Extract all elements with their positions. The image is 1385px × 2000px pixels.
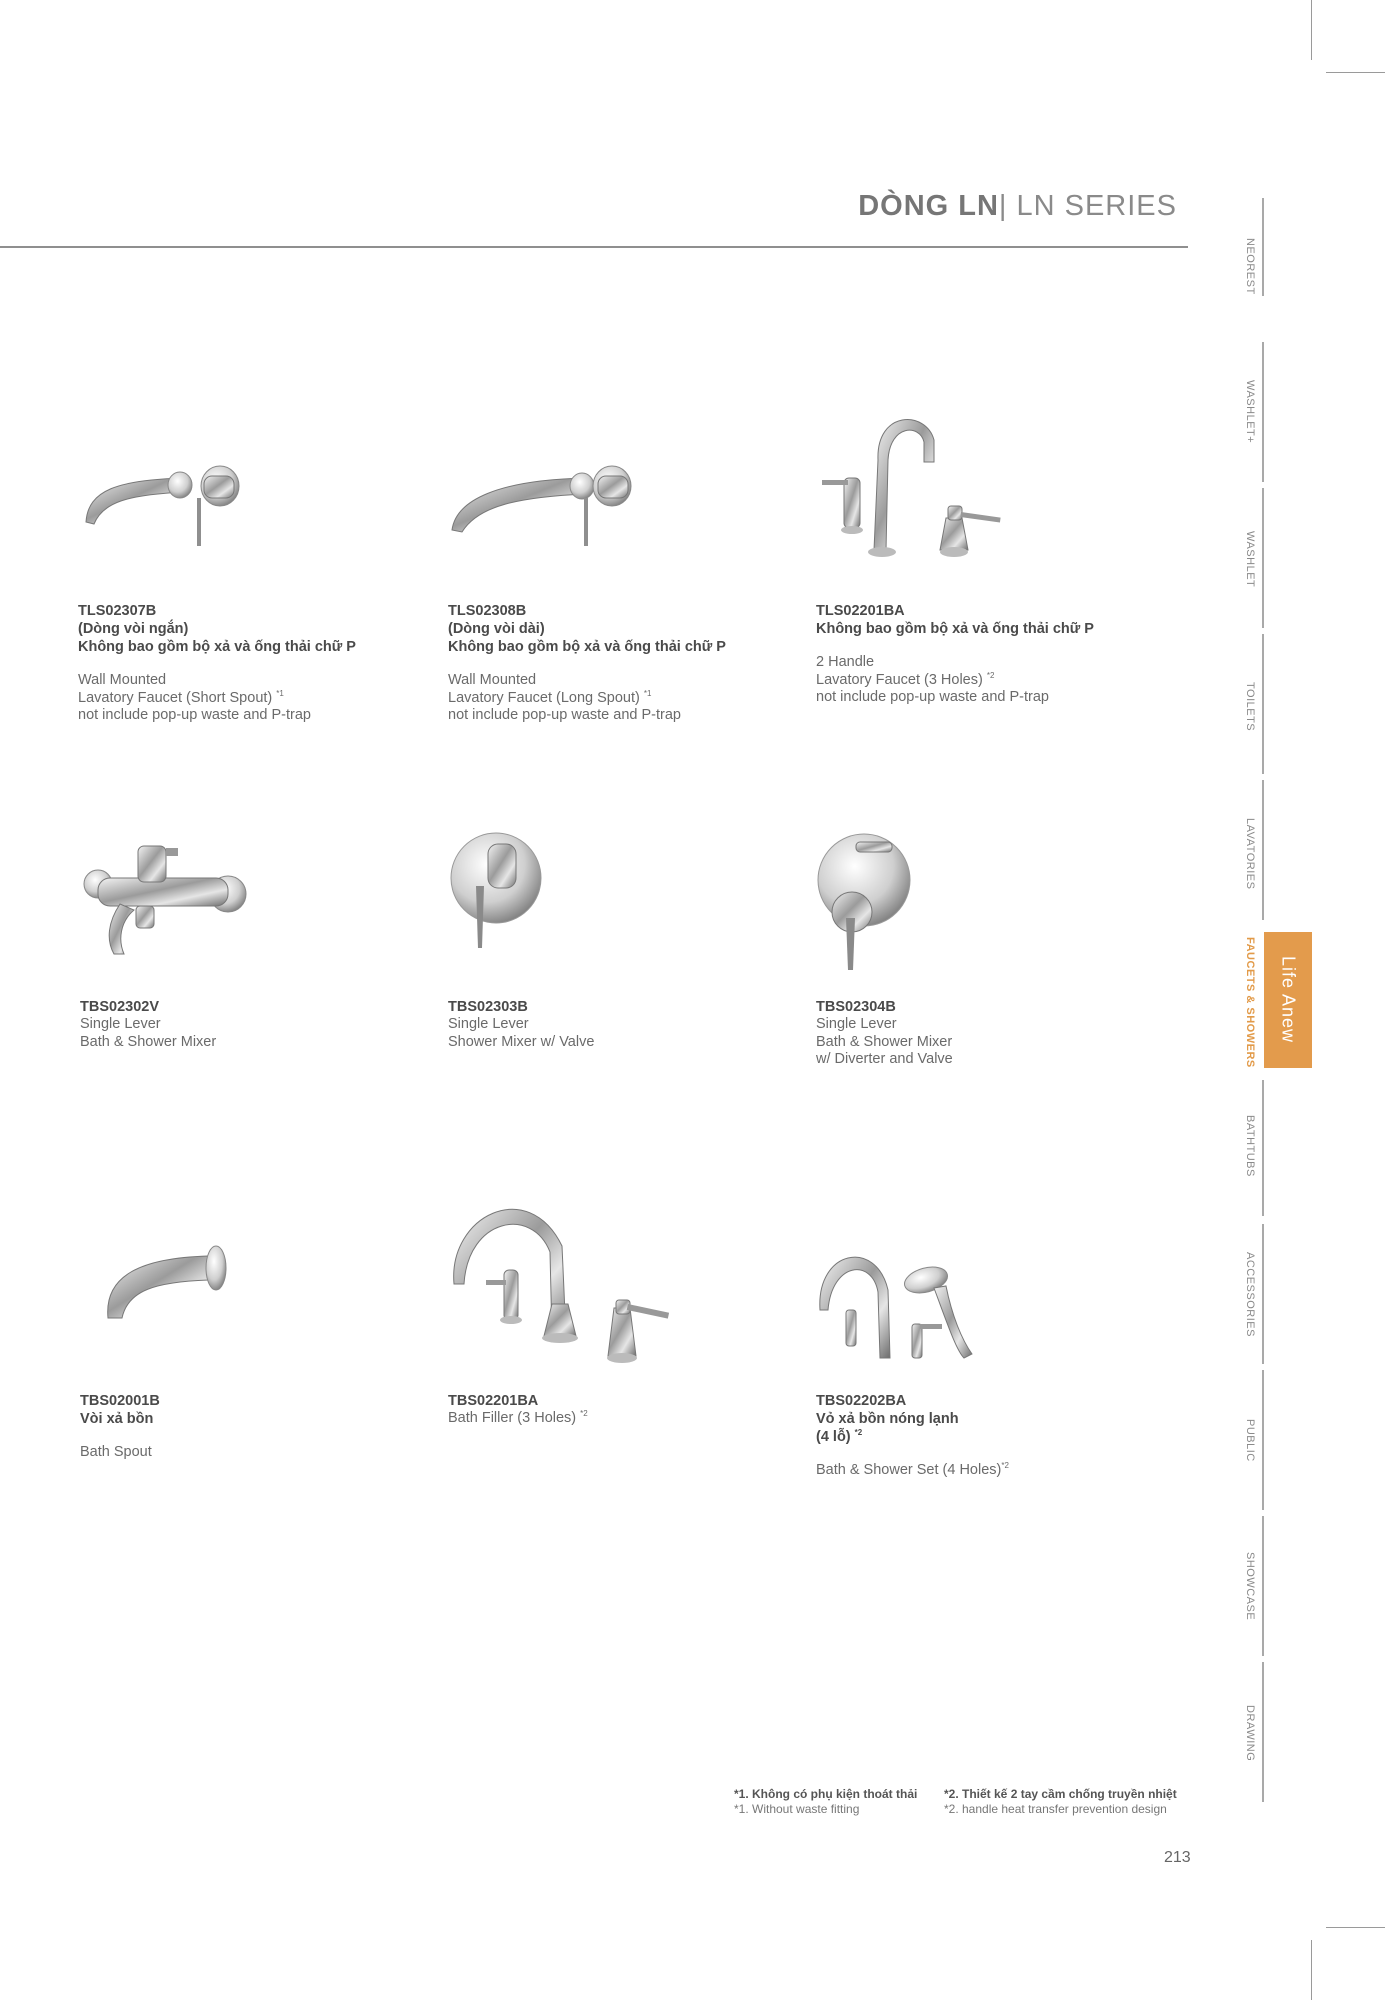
footnote-ref: *2 <box>580 1409 588 1419</box>
page-title-bold: DÒNG LN <box>858 190 999 222</box>
sidebar-item-washlet-plus[interactable]: WASHLET+ <box>1244 380 1256 444</box>
product-en-desc: Bath Filler (3 Holes) <box>448 1410 577 1426</box>
product-en-desc: Bath & Shower Set (4 Holes) <box>816 1462 1002 1478</box>
sidebar-item-lavatories[interactable]: LAVATORIES <box>1244 818 1256 890</box>
sidebar-item-drawing[interactable]: DRAWING <box>1244 1705 1256 1762</box>
product-code: TBS02202BA <box>816 1393 907 1409</box>
product-en-desc: w/ Diverter and Valve <box>816 1051 953 1067</box>
active-section-tab[interactable] <box>1264 932 1312 1068</box>
page-title <box>858 190 1177 223</box>
sidebar-item-toilets[interactable]: TOILETS <box>1244 682 1256 732</box>
product-en-desc: Shower Mixer w/ Valve <box>448 1033 595 1050</box>
product-en-desc: Wall Mounted <box>78 672 167 688</box>
bath-filler-icon <box>448 1186 678 1366</box>
bath-shower-mixer-icon <box>80 832 250 967</box>
product-vn-desc: Không bao gồm bộ xả và ống thải chữ P <box>78 639 356 655</box>
footnote-en: *2. handle heat transfer prevention design <box>944 1802 1167 1816</box>
product-code: TBS02201BA <box>448 1393 539 1409</box>
sidebar-item-faucets-showers[interactable]: FAUCETS & SHOWERS <box>1244 937 1256 1068</box>
product-en-desc: Bath & Shower Mixer <box>816 1033 953 1050</box>
sidebar-item-public[interactable]: PUBLIC <box>1244 1419 1256 1462</box>
product-en-desc: Single Lever <box>448 1016 529 1032</box>
product-code: TLS02201BA <box>816 603 905 619</box>
footnote-ref: *2 <box>1001 1461 1009 1471</box>
footnote-en: *1. Without waste fitting <box>734 1802 860 1816</box>
product-en-desc: not include pop-up waste and P-trap <box>816 689 1049 705</box>
product-en-desc: Lavatory Faucet (Long Spout) <box>448 689 640 706</box>
footnote-vn: *1. Không có phụ kiện thoát thải <box>734 1787 918 1801</box>
trim-mark <box>1326 72 1385 73</box>
bath-shower-mixer-diverter-icon <box>816 822 916 972</box>
wall-mounted-lavatory-faucet-long-icon <box>448 440 638 550</box>
trim-mark <box>1326 1927 1385 1928</box>
product-code: TLS02307B <box>78 603 157 619</box>
product-vn-desc: Vỏ xả bồn nóng lạnh <box>816 1411 959 1427</box>
product-en-desc: Lavatory Faucet (Short Spout) <box>78 689 273 706</box>
page-title-light: | LN SERIES <box>998 190 1177 222</box>
product-code: TBS02303B <box>448 999 528 1015</box>
product-en-desc: Lavatory Faucet (3 Holes) <box>816 671 983 688</box>
product-en-desc: 2 Handle <box>816 654 875 670</box>
bath-spout-icon <box>90 1226 240 1326</box>
product-en-desc: not include pop-up waste and P-trap <box>448 707 681 723</box>
product-en-desc: Single Lever <box>816 1016 897 1032</box>
product-vn-desc: (Dòng vòi ngắn) <box>78 621 189 637</box>
active-section-tab-label: Life Anew <box>1278 956 1299 1044</box>
footnote-vn: *2. Thiết kế 2 tay cầm chống truyền nhiệt <box>944 1787 1177 1801</box>
footnote-ref: *1 <box>643 688 652 698</box>
bath-shower-set-icon <box>816 1240 996 1365</box>
sidebar-item-washlet[interactable]: WASHLET <box>1244 531 1256 588</box>
footnote <box>734 1787 917 1817</box>
product-vn-desc: (Dòng vòi dài) <box>448 621 545 637</box>
three-hole-lavatory-faucet-icon <box>816 400 1016 575</box>
product-vn-desc: (4 lỗ) <box>816 1429 851 1445</box>
product-en-desc: Bath Spout <box>80 1444 152 1460</box>
product-code: TBS02001B <box>80 1393 160 1409</box>
footnote <box>944 1787 1177 1817</box>
product-code: TLS02308B <box>448 603 527 619</box>
footnote-ref: *1 <box>276 688 284 698</box>
header-divider <box>0 246 1188 248</box>
sidebar-item-showcase[interactable]: SHOWCASE <box>1244 1552 1256 1621</box>
footnote-ref: *2 <box>854 1428 863 1438</box>
product-vn-desc: Vòi xả bồn <box>80 1411 154 1427</box>
product-en-desc: not include pop-up waste and P-trap <box>78 707 311 723</box>
product-vn-desc: Không bao gồm bộ xả và ống thải chữ P <box>448 639 726 655</box>
sidebar-item-bathtubs[interactable]: BATHTUBS <box>1244 1115 1256 1177</box>
product-code: TBS02304B <box>816 999 896 1015</box>
footnote-ref: *2 <box>986 670 995 680</box>
product-en-desc: Bath & Shower Mixer <box>80 1033 217 1050</box>
trim-mark <box>1311 0 1312 60</box>
product-code: TBS02302V <box>80 999 159 1015</box>
page-number: 213 <box>1164 1849 1191 1866</box>
wall-mounted-lavatory-faucet-short-icon <box>78 440 248 550</box>
sidebar-item-neorest[interactable]: NEOREST <box>1244 238 1256 295</box>
product-en-desc: Wall Mounted <box>448 672 537 688</box>
shower-mixer-valve-icon <box>448 822 548 952</box>
sidebar-item-accessories[interactable]: ACCESSORIES <box>1244 1252 1256 1337</box>
trim-mark <box>1311 1940 1312 2000</box>
product-en-desc: Single Lever <box>80 1016 161 1032</box>
product-vn-desc: Không bao gồm bộ xả và ống thải chữ P <box>816 621 1094 637</box>
